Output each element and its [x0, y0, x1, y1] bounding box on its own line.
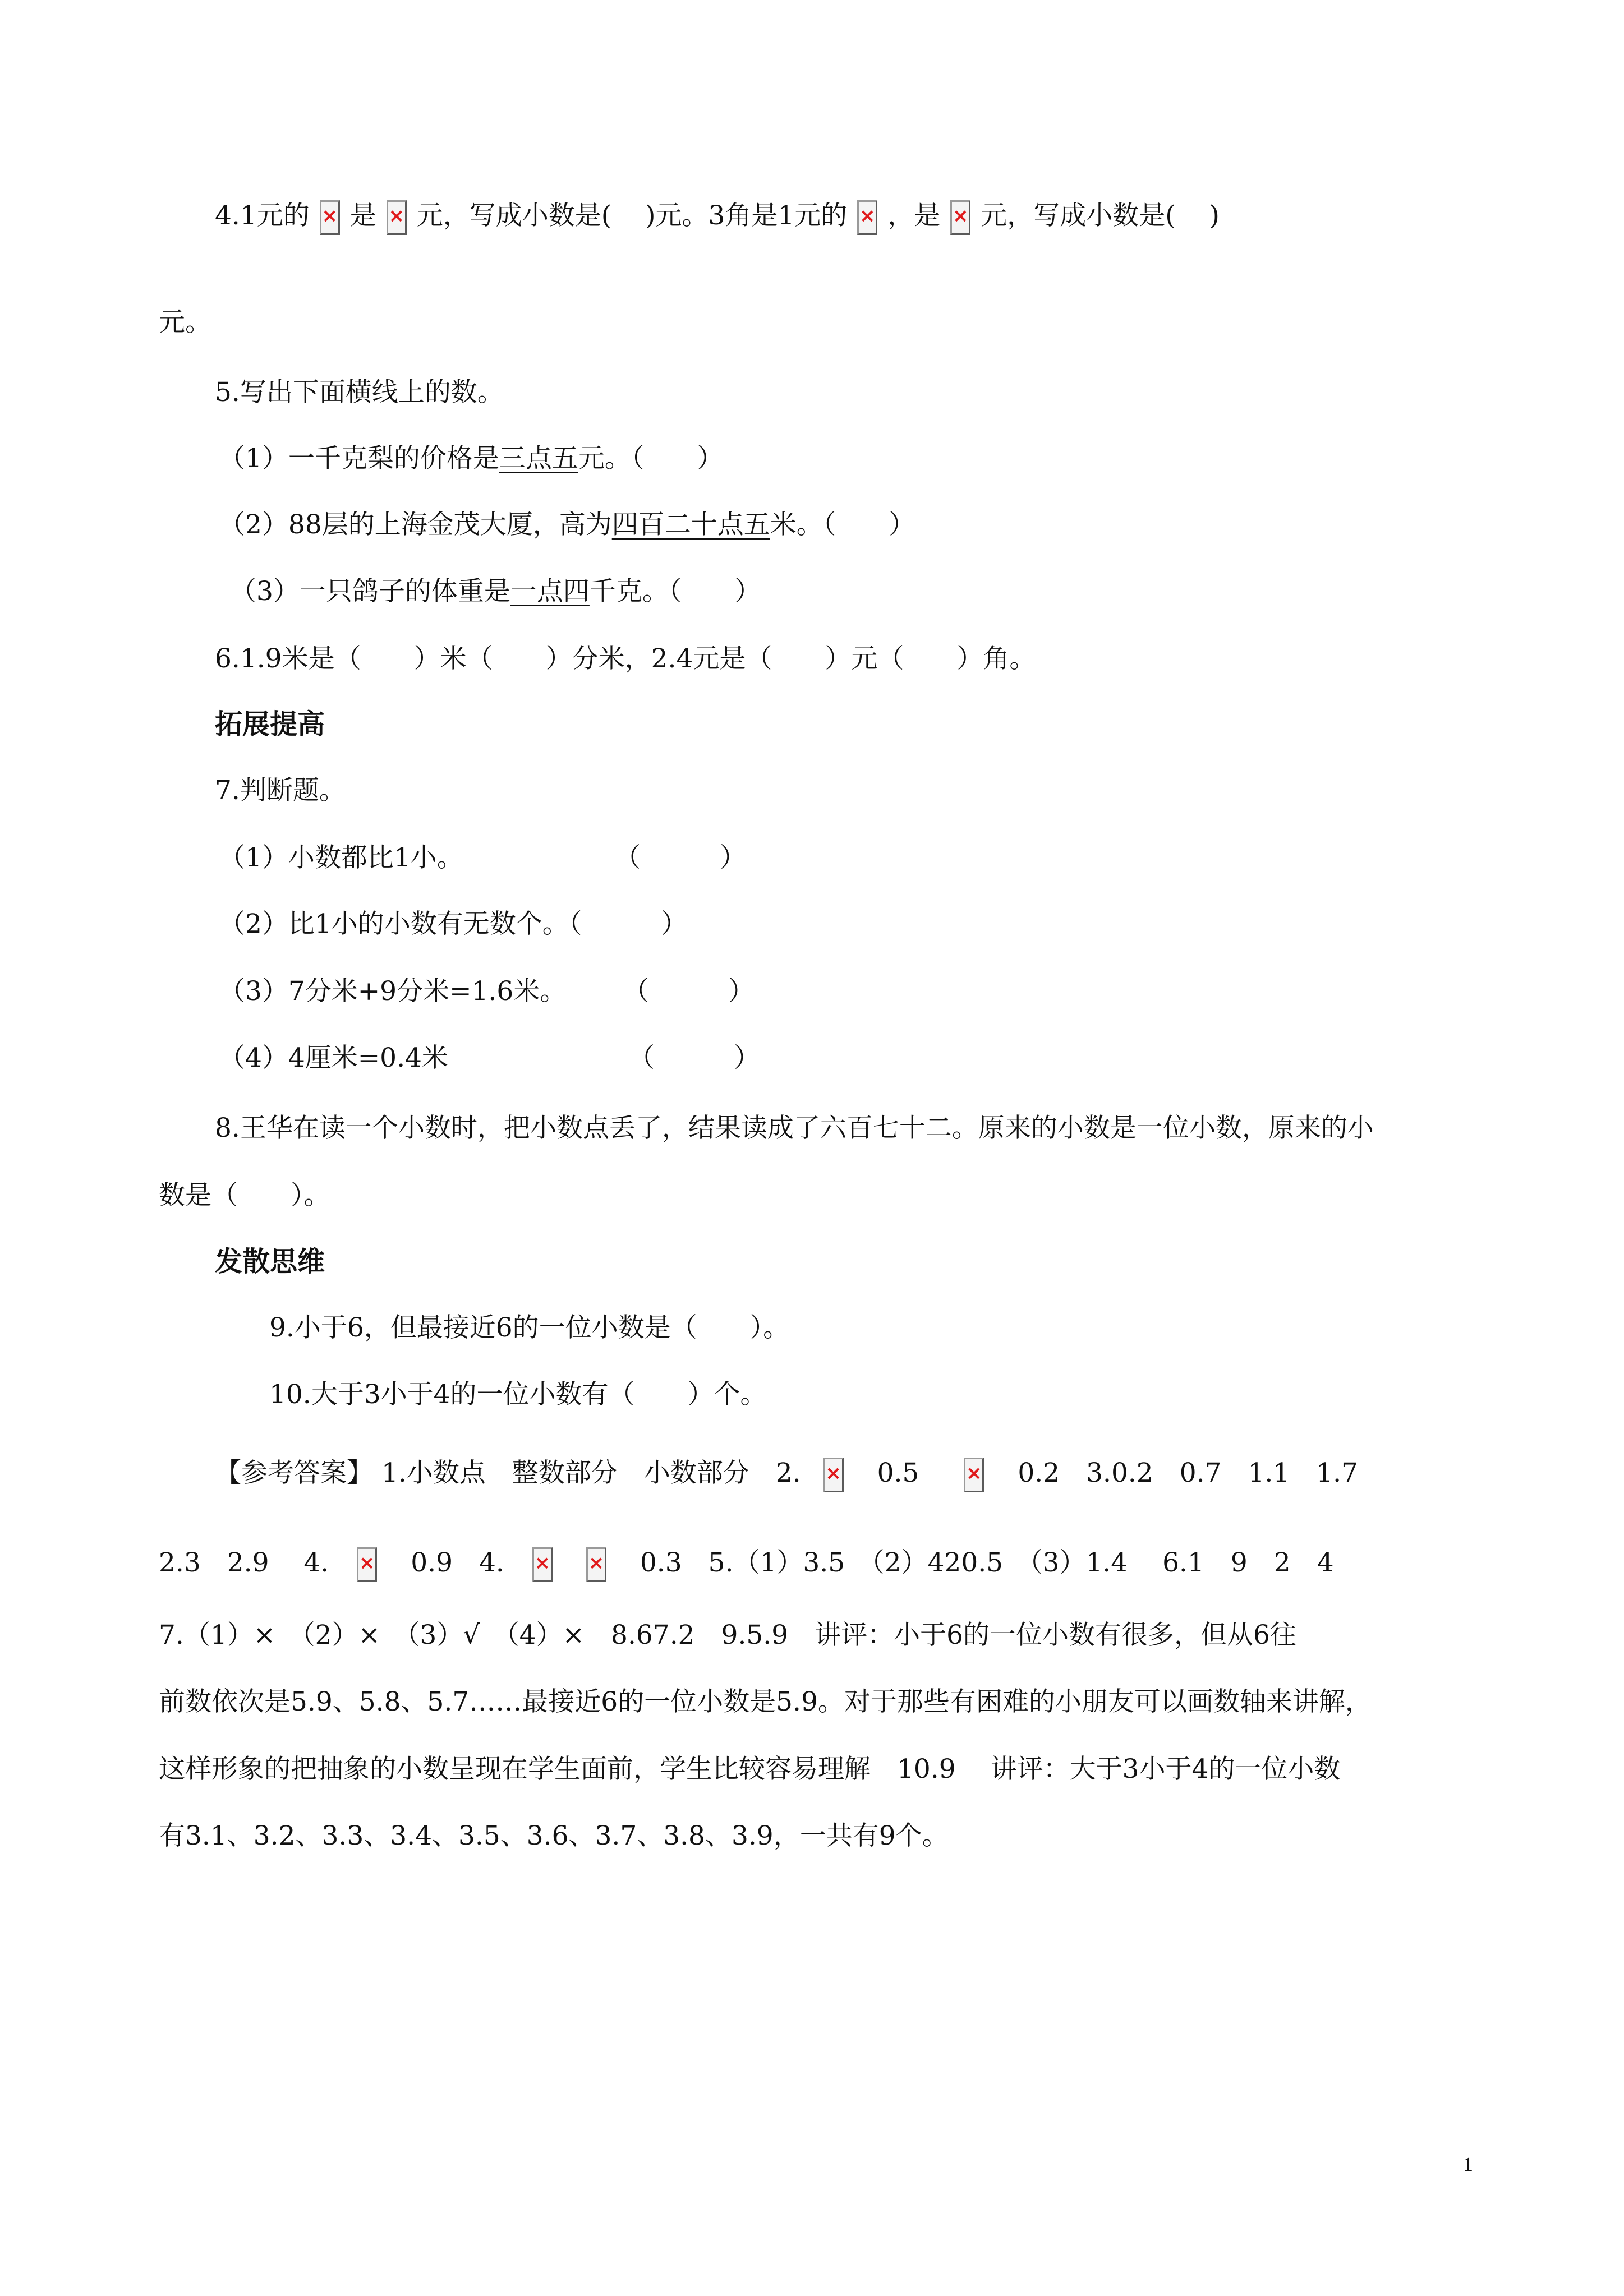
answer-line-6: 有3.1、3.2、3.3、3.4、3.5、3.6、3.7、3.8、3.9，一共有9个。	[159, 1820, 949, 1851]
answer-line-2: 2.3 2.9 4.× 0.9 4.×× 0.3 5.（1）3.5 （2）420.5 （3）1.4 6.1 9 2 4	[159, 1546, 1334, 1582]
question-5-item-3: （3）一只鸽子的体重是一点四千克。（ ）	[230, 576, 761, 607]
broken-image-icon	[357, 1547, 377, 1582]
question-9: 9.小于6，但最接近6的一位小数是（ ）。	[269, 1312, 790, 1343]
question-7-item-4-blank: （ ）	[628, 1043, 760, 1073]
question-5-title: 5.写出下面横线上的数。	[215, 377, 504, 408]
question-10: 10.大于3小于4的一位小数有（ ）个。	[269, 1379, 767, 1410]
answer-line-3: 7.（1）× （2）× （3）√ （4）× 8.67.2 9.5.9 讲评：小于6的一位小数有很多，但从6往	[159, 1620, 1296, 1650]
section-heading-expand: 拓展提高	[215, 708, 325, 740]
answer-line-4: 前数依次是5.9、5.8、5.7……最接近6的一位小数是5.9。对于那些有困难的小朋友可以画数轴来讲解，	[159, 1686, 1372, 1717]
broken-image-icon	[532, 1547, 553, 1582]
question-7-item-1-blank: （ ）	[614, 842, 746, 873]
question-7-item-4: （4）4厘米=0.4米	[219, 1043, 448, 1073]
broken-image-icon	[823, 1458, 844, 1492]
question-7-title: 7.判断题。	[215, 775, 346, 806]
broken-image-icon	[857, 200, 877, 235]
question-5-item-1: （1）一千克梨的价格是三点五元。（ ）	[219, 443, 724, 474]
broken-image-icon	[586, 1547, 606, 1582]
question-7-item-3: （3）7分米+9分米=1.6米。	[219, 976, 567, 1007]
section-heading-divergent: 发散思维	[215, 1246, 325, 1278]
answer-line-5: 这样形象的把抽象的小数呈现在学生面前，学生比较容易理解 10.9 讲评：大于3小于4的一位小数	[159, 1754, 1341, 1785]
question-6: 6.1.9米是（ ）米（ ）分米，2.4元是（ ）元（ ）角。	[215, 643, 1036, 674]
question-7-item-1: （1）小数都比1小。	[219, 842, 463, 873]
question-8-line-1: 8.王华在读一个小数时，把小数点丢了，结果读成了六百七十二。原来的小数是一位小数，原来的小	[215, 1113, 1374, 1144]
broken-image-icon	[387, 200, 407, 235]
question-4-line-2: 元。	[159, 307, 211, 338]
broken-image-icon	[964, 1458, 984, 1492]
answer-line-1: 【参考答案】 1.小数点 整数部分 小数部分 2.× 0.5× 0.2 3.0.2 0.7 1.1 1.7	[215, 1456, 1358, 1492]
question-5-item-2: （2）88层的上海金茂大厦，高为四百二十点五米。（ ）	[219, 509, 915, 540]
broken-image-icon	[950, 200, 970, 235]
question-4-line-1: 4.1元的× 是× 元，写成小数是( )元。3角是1元的× ，是× 元，写成小数是( )	[215, 199, 1220, 235]
question-7-item-3-blank: （ ）	[623, 976, 755, 1007]
question-7-item-2: （2）比1小的小数有无数个。（ ）	[219, 909, 688, 939]
broken-image-icon	[320, 200, 340, 235]
question-8-line-2: 数是（ ）。	[159, 1180, 330, 1211]
page-number: 1	[1463, 2153, 1473, 2175]
